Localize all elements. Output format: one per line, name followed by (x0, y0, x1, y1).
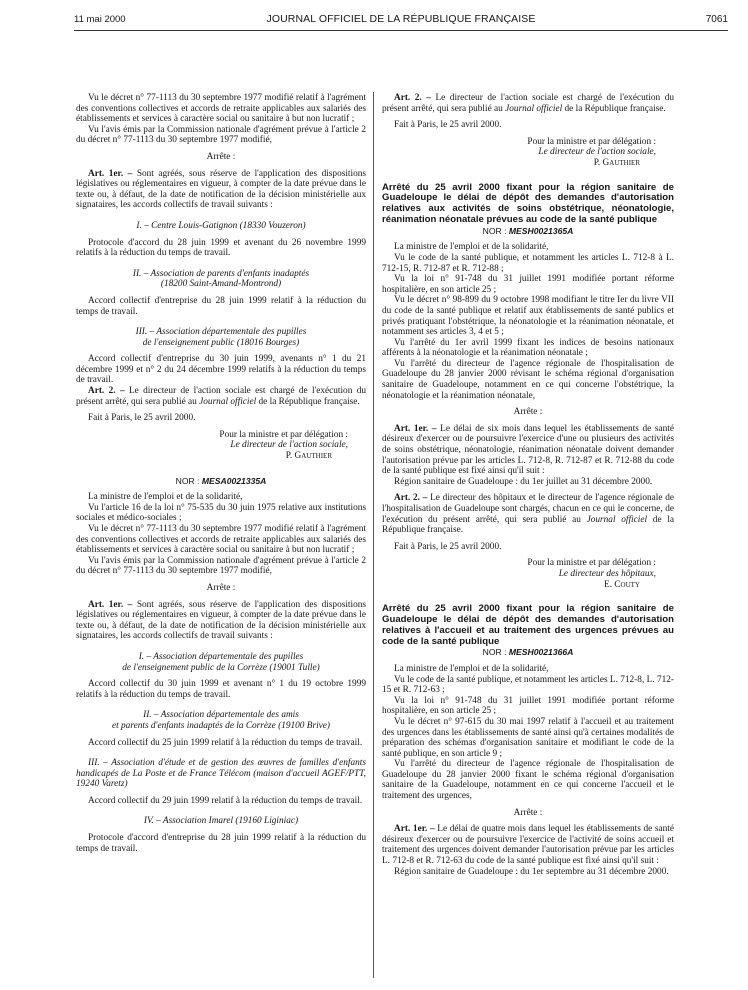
nor-code: MESA0021335A (201, 475, 267, 486)
visa-arrete: Vu l'arrêté du directeur de l'agence régionale de l'hospitalisation de Guadeloupe du 28 janvier 2000 révisant le schéma régional d'organisation sanitaire de Guadeloupe, notamment en ce qui concerne l'obstétrique, la néonatologie et la réanimation néonatale, (382, 358, 674, 401)
section-text: Accord collectif du 30 juin 1999 et avenant n° 1 du 19 octobre 1999 relatifs à la réduction du temps de travail. (76, 679, 366, 700)
section-text: Accord collectif du 25 juin 1999 relatif à la réduction du temps de travail. (88, 737, 363, 748)
visa-law: Vu la loi n° 91-748 du 31 juillet 1991 modifiée portant réforme hospitalière, en son article 25 ; (382, 695, 674, 717)
visa-decree: Vu le décret n° 77-1113 du 30 septembre 1977 modifié relatif à l'agrément des conventions collectives et accords de retraite applicables aux salariés des établissements et services à caractère social ou sanitaire à but non lucratif ; (76, 524, 366, 556)
nor-label: NOR : (482, 225, 507, 236)
article-label: Art. 1er. – (394, 423, 437, 434)
visa-commission: Vu l'avis émis par la Commission nationale d'agrément prévue à l'article 2 du décret n° 77-1113 du 30 septembre 1977 modifié, (76, 124, 366, 146)
arrete-heading: Arrête : (206, 151, 236, 162)
article-label: Art. 2. – (88, 386, 125, 397)
visa-arrete: Vu l'arrêté du 1er avril 1999 fixant les indices de besoins nationaux afférents à la néonatologie et la réanimation néonatale ; (382, 337, 674, 359)
header-page-number: 7061 (705, 14, 728, 25)
article-label: Art. 1er. – (88, 599, 133, 610)
section-heading: III. – Association d'étude et de gestion des œuvres de familles d'enfants handicapés de La Poste et de France Télécom (maison d'accueil AGEF/PTT, 19240 Varetz) (76, 758, 366, 790)
article-text: Le directeur de l'action sociale est chargé de l'exécution du présent arrêté, qui sera publié au (76, 386, 367, 407)
header-rule (74, 30, 728, 31)
article-1 (382, 424, 674, 477)
article-text: de la République française. (382, 514, 674, 536)
nor-reference (382, 647, 674, 658)
signature-name: E. Couty (604, 579, 640, 590)
article-text: Sont agréés, sous réserve de l'application des dispositions législatives ou réglementaires en vigueur, à compter de la date prévue dans le texte ou, à défaut, de la date de notification de la décision ministérielle aux signataires, les accords collectifs de travail suivants : (76, 599, 366, 642)
article-2 (76, 386, 366, 407)
region-line: Région sanitaire de Guadeloupe : du 1er juillet au 31 décembre 2000. (394, 476, 653, 487)
header-date: 11 mai 2000 (74, 14, 126, 25)
section-text: Protocole d'accord du 28 juin 1999 et avenant du 26 novembre 1999 relatifs à la réduction du temps de travail. (76, 237, 366, 259)
visa-code: Vu le code de la santé publique, et notamment les articles L. 712-8, L. 712-15 et R. 712-63 ; (382, 674, 674, 696)
section-heading: IV. – Association Imarel (19160 Liginiac) (143, 816, 299, 827)
section-heading: I. – Centre Louis-Gatignon (18330 Vouzeron) (136, 220, 306, 231)
journal-reference: Journal officiel (505, 103, 563, 114)
nor-label: NOR : (175, 475, 200, 486)
visa-decree: Vu le décret n° 97-615 du 30 mai 1997 relatif à l'accueil et au traitement des urgences dans les établissements de santé ainsi qu'à certaines modalités de préparation des schémas d'organisation sanitaire et modifiant le code de la santé publique, en son article 9 ; (382, 716, 674, 759)
page-header (74, 14, 728, 28)
date-place: Fait à Paris, le 25 avril 2000. (394, 120, 502, 131)
section-text: Accord collectif du 29 juin 1999 relatif à la réduction du temps de travail. (88, 795, 363, 806)
column-divider (373, 92, 374, 978)
article-label: Art. 2. – (394, 93, 431, 103)
signature-delegation: Pour la ministre et par délégation : (527, 136, 656, 147)
section-heading: II. – Association départementale des amis (143, 710, 299, 721)
header-journal-title: JOURNAL OFFICIEL DE LA RÉPUBLIQUE FRANÇAISE (266, 13, 536, 25)
section-text: Protocole d'accord d'entreprise du 28 juin 1999 relatif à la réduction du temps de travail. (76, 833, 366, 854)
article-text: Le directeur des hôpitaux et le directeur de l'agence régionale de l'hospitalisation de Guadeloupe sont chargés, chacun en ce qui le concerne, de l'exécution du présent arrêté, qui sera publié au (382, 493, 674, 525)
signature-title: Le directeur de l'action sociale, (538, 147, 656, 158)
article-2 (382, 493, 674, 535)
arrete-heading: Arrête : (513, 407, 543, 418)
date-place: Fait à Paris, le 25 avril 2000. (88, 413, 196, 424)
signature-delegation: Pour la ministre et par délégation : (219, 429, 348, 440)
visa-arrete: Vu l'arrêté du directeur de l'agence régionale de l'hospitalisation de Guadeloupe du 28 janvier 2000 fixant le schéma régional d'organisation sanitaire de la Guadeloupe, notamment en ce qui concerne l'accueil et le traitement des urgences, (382, 759, 674, 802)
nor-code: MESH0021366A (508, 647, 574, 658)
nor-reference (382, 226, 674, 237)
signature-name: P. Gauthier (285, 451, 332, 462)
article-text: Le délai de six mois dans lequel les établissements de santé désireux d'exercer ou de poursuivre l'exercice d'une ou plusieurs des activités de soins obstétrique, néonatologie, réanimation néonatale doivent demander l'autorisation prévue par les articles L. 712-8, R. 712-87 et R. 712-88 du code de la santé publique est fixé ainsi qu'il suit : (382, 423, 675, 477)
section-heading: III. – Association départementale des pupilles (135, 327, 307, 338)
section-heading: de l'enseignement public (18016 Bourges) (142, 337, 300, 348)
visa-law: Vu l'article 16 de la loi n° 75-535 du 30 juin 1975 relative aux institutions sociales et médico-sociales ; (76, 502, 366, 524)
nor-label: NOR : (482, 647, 507, 658)
date-place: Fait à Paris, le 25 avril 2000. (394, 541, 502, 552)
section-heading: de l'enseignement public de la Corrèze (19001 Tulle) (122, 662, 320, 673)
visa-decree: Vu le décret n° 98-899 du 9 octobre 1998 modifiant le titre Ier du livre VII du code de la santé publique et relatif aux établissements de santé publics et privés pratiquant l'obstétrique, la néonatologie et la réanimation néonatale, et notamment ses articles 3, 4 et 5 ; (382, 295, 674, 338)
region-line: Région sanitaire de Guadeloupe : du 1er septembre au 31 décembre 2000. (394, 866, 669, 877)
decree-title: Arrêté du 25 avril 2000 fixant pour la région sanitaire de Guadeloupe le délai de dépôt des demandes d'autorisation relatives à l'accueil et au traitement des urgences prévues au code de la santé publique (382, 603, 674, 647)
arrete-heading: Arrête : (513, 807, 543, 818)
article-text: de la République française. (562, 103, 666, 114)
section-heading: II. – Association de parents d'enfants inadaptés (132, 268, 310, 279)
signature-name: P. Gauthier (593, 157, 640, 168)
decree-title: Arrêté du 25 avril 2000 fixant pour la région sanitaire de Guadeloupe le délai de dépôt des demandes d'autorisation relatives aux activités de soins obstétrique, néonatologie, réanimation néonatale prévues au code de la santé publique (382, 181, 674, 225)
arrete-heading: Arrête : (206, 582, 236, 593)
section-heading: et parents d'enfants inadaptés de la Corrèze (19100 Brive) (111, 720, 331, 731)
signature-title: Le directeur des hôpitaux, (558, 568, 656, 579)
article-label: Art. 1er. – (88, 168, 133, 179)
article-label: Art. 1er. – (394, 824, 435, 835)
article-1 (76, 169, 366, 211)
section-text: Accord collectif d'entreprise du 30 juin 1999, avenants n° 1 du 21 décembre 1999 et n° 2 du 24 décembre 1999 relatifs à la réduction du temps de travail. (76, 354, 366, 386)
article-1 (382, 824, 674, 866)
right-column (382, 93, 674, 877)
article-label: Art. 2. – (394, 493, 428, 504)
ministre-line: La ministre de l'emploi et de la solidarité, (88, 492, 243, 503)
nor-code: MESH0021365A (508, 225, 574, 236)
visa-code: Vu le code de la santé publique, et notamment les articles L. 712-8 à L. 712-15, R. 712-87 et R. 712-88 ; (382, 252, 674, 274)
journal-reference: Journal officiel (586, 514, 648, 525)
ministre-line: La ministre de l'emploi et de la solidarité, (394, 663, 549, 674)
visa-commission: Vu l'avis émis par la Commission nationale d'agrément prévue à l'article 2 du décret n° 77-1113 du 30 septembre 1977 modifié, (76, 555, 366, 577)
article-1 (76, 600, 366, 642)
section-text: Accord collectif d'entreprise du 28 juin 1999 relatif à la réduction du temps de travail. (76, 295, 366, 317)
journal-reference: Journal officiel (199, 396, 257, 407)
article-text: Le directeur de l'action sociale est chargé de l'exécution du présent arrêté, qui sera publié au (382, 93, 675, 114)
article-2 (382, 93, 674, 114)
article-text: Sont agréés, sous réserve de l'application des dispositions législatives ou réglementaires en vigueur, à compter de la date prévue dans le texte ou, à défaut, de la date de notification de la décision ministérielle aux signataires, les accords collectifs de travail suivants : (76, 168, 366, 211)
ministre-line: La ministre de l'emploi et de la solidarité, (394, 242, 549, 253)
nor-reference (76, 476, 366, 487)
section-heading: I. – Association départementale des pupilles (138, 651, 304, 662)
article-text: de la République française. (256, 396, 360, 407)
visa-decree: Vu le décret n° 77-1113 du 30 septembre 1977 modifié relatif à l'agrément des conventions collectives et accords de retraite applicables aux salariés des établissements et services à caractère social ou sanitaire à but non lucratif ; (76, 93, 366, 125)
signature-title: Le directeur de l'action sociale, (230, 440, 348, 451)
visa-law: Vu la loi n° 91-748 du 31 juillet 1991 modifiée portant réforme hospitalière, en son article 25 ; (382, 274, 674, 295)
section-heading: (18200 Saint-Amand-Montrond) (160, 279, 282, 290)
signature-delegation: Pour la ministre et par délégation : (527, 558, 656, 569)
article-text: Le délai de quatre mois dans lequel les établissements de santé désireux d'exercer ou de poursuivre l'exercice de l'activité de soins accueil et traitement des urgences doivent demander l'autorisation prévue par les articles L. 712-8 et R. 712-63 du code de la santé publique est fixé ainsi qu'il suit : (382, 824, 675, 867)
left-column (76, 93, 366, 854)
